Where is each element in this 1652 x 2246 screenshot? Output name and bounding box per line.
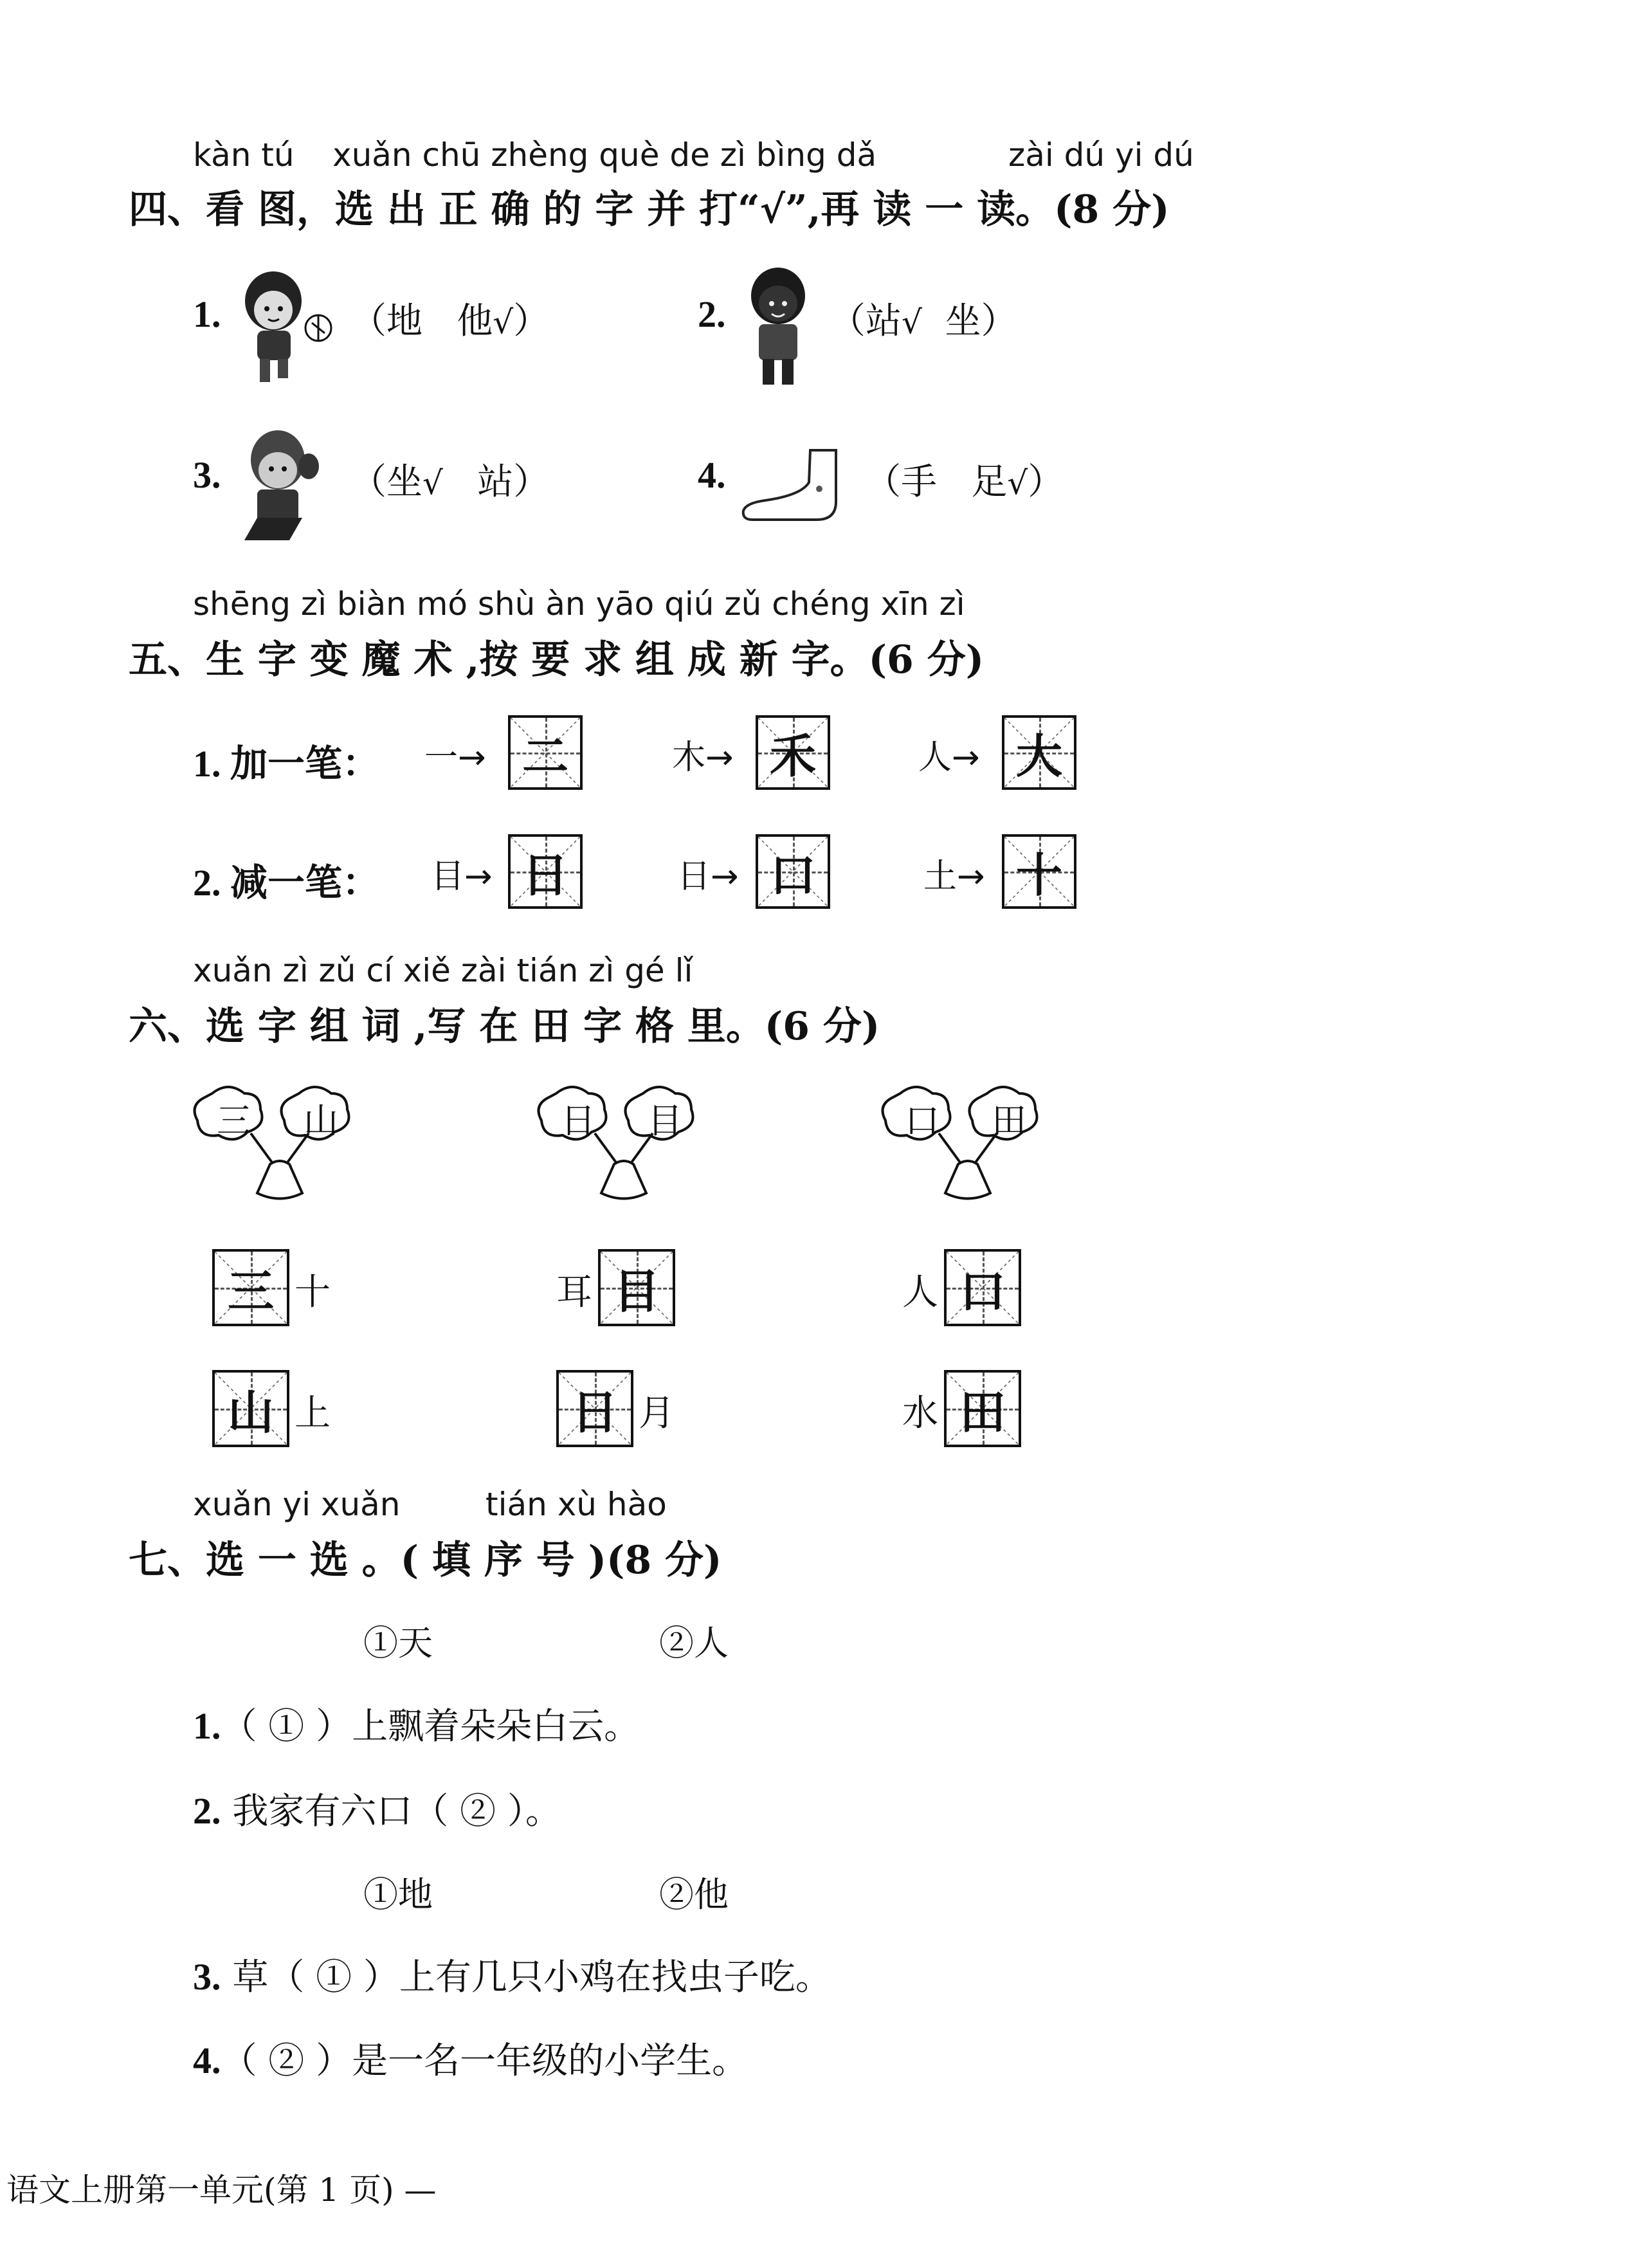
question-num: 4.	[193, 2040, 221, 2081]
s4-item3-num: 3.	[193, 454, 221, 496]
s6-g2-w1-left: 耳	[556, 1272, 592, 1313]
option-1[interactable]: 地	[386, 300, 422, 342]
section-4-title: 四、看 图，选 出 正 确 的 字 并 打“√”,再 读 一 读。(8 分)	[129, 187, 1170, 232]
source-char: 土	[923, 857, 958, 896]
s6-g1-w2-right: 上	[295, 1392, 331, 1434]
option-1[interactable]: 坐	[386, 461, 422, 503]
s7-opt2-a: ①地	[363, 1874, 433, 1915]
s5-row1-label: 1. 加一笔：	[193, 743, 380, 785]
s6-g2-w2-right: 月	[639, 1392, 675, 1434]
answer-char: 日	[571, 1385, 618, 1439]
s5-r1-box3[interactable]	[1002, 715, 1076, 790]
s4-item3-choice[interactable]	[350, 453, 549, 505]
s6-g2-w2-box[interactable]	[556, 1370, 633, 1447]
s5-r2-box1[interactable]	[508, 834, 583, 909]
answer-char: 十	[1015, 848, 1062, 902]
answer-char: 禾	[769, 729, 816, 783]
s6-g2-w1-box[interactable]	[598, 1249, 675, 1326]
s7-q2[interactable]	[193, 1783, 561, 1834]
s5-r1-box2[interactable]	[756, 715, 830, 790]
s4-pinyin-a: kàn tú	[193, 136, 295, 174]
arrow-icon: →	[705, 738, 734, 777]
question-text: 草（ ① ）上有几只小鸡在找虫子吃。	[232, 1957, 831, 1998]
s7-opt2-b: ②他	[659, 1874, 729, 1915]
s7-pinyin-b: tián xù hào	[486, 1486, 667, 1523]
source-char: 目	[431, 857, 465, 896]
s4-item1-num: 1.	[193, 293, 221, 335]
s5-r1-src2	[672, 730, 734, 778]
s7-q1[interactable]	[193, 1698, 640, 1749]
source-char: 木	[672, 738, 706, 777]
s4-pinyin-b: xuǎn chū zhèng què de zì bìng dǎ	[332, 136, 877, 174]
s5-r2-src2	[677, 849, 739, 897]
answer-char: 大	[1015, 729, 1062, 783]
paren-open: （	[350, 461, 386, 503]
paren-close: ）	[513, 300, 550, 342]
s4-pinyin-c: zài dú yi dú	[1008, 136, 1194, 174]
s4-item2-num: 2.	[698, 293, 726, 335]
s5-pinyin: shēng zì biàn mó shù àn yāo qiú zǔ chéng xīn zì	[193, 585, 965, 623]
answer-char: 口	[959, 1265, 1006, 1319]
s5-r1-src1	[424, 730, 486, 778]
s4-item4-choice[interactable]	[865, 453, 1064, 505]
s7-q3[interactable]	[193, 1949, 831, 2000]
question-num: 3.	[193, 1956, 221, 1998]
arrow-icon: →	[952, 738, 980, 777]
s6-g3-w2-left: 水	[902, 1392, 938, 1434]
question-num: 1.	[193, 1705, 221, 1747]
section-5-title: 五、生 字 变 魔 术 ,按 要 求 组 成 新 字。(6 分)	[129, 637, 985, 682]
question-text: （ ② ）是一名一年级的小学生。	[221, 2040, 749, 2082]
s7-q4[interactable]	[193, 2032, 748, 2084]
section-6-title: 六、选 字 组 词 ,写 在 田 字 格 里。(6 分)	[129, 1004, 880, 1049]
answer-char: 田	[959, 1385, 1006, 1439]
foot-illustration	[740, 444, 855, 527]
s4-item1-choice[interactable]	[350, 293, 549, 344]
s4-item4-num: 4.	[698, 454, 726, 496]
s5-r2-src3	[923, 849, 985, 897]
paren-open: （	[830, 300, 866, 342]
s6-g1-w2-box[interactable]	[212, 1370, 289, 1447]
paren-open: （	[865, 461, 901, 503]
s7-pinyin-a: xuǎn yi xuǎn	[193, 1486, 401, 1523]
question-text: （ ① ）上飘着朵朵白云。	[221, 1706, 640, 1748]
s4-item2-choice[interactable]	[830, 293, 1017, 344]
flower-char-a: 三	[217, 1100, 251, 1141]
s5-r2-src1	[431, 849, 493, 897]
s5-r1-box1[interactable]	[508, 715, 583, 790]
answer-char: 口	[769, 848, 816, 902]
section-7-title: 七、选 一 选 。( 填 序 号 )(8 分)	[129, 1538, 722, 1583]
checkmark-icon: √	[493, 304, 514, 341]
answer-char: 山	[227, 1385, 274, 1439]
arrow-icon: →	[711, 857, 739, 896]
option-2[interactable]: 足	[971, 461, 1008, 503]
question-text: 我家有六口（ ② ）。	[232, 1791, 561, 1832]
flower-char-a: 口	[905, 1100, 939, 1141]
s6-pinyin: xuǎn zì zǔ cí xiě zài tián zì gé lǐ	[193, 952, 693, 989]
s5-r2-box3[interactable]	[1002, 834, 1076, 909]
flower-char-b: 目	[648, 1100, 682, 1141]
answer-char: 日	[522, 848, 568, 902]
checkmark-icon: √	[422, 464, 443, 502]
paren-open: （	[350, 300, 386, 342]
source-char: 日	[677, 857, 711, 896]
boy-with-ball-illustration	[231, 264, 341, 386]
source-char: 人	[918, 738, 952, 777]
s7-opt1-a: ①天	[363, 1623, 433, 1663]
flower-char-b: 田	[992, 1100, 1026, 1141]
standing-boy-illustration	[740, 264, 817, 389]
paren-close: ）	[1028, 461, 1064, 503]
arrow-icon: →	[458, 738, 486, 777]
option-2[interactable]: 他	[457, 300, 493, 342]
paren-close: ）	[513, 461, 550, 503]
source-char: 一	[424, 738, 458, 777]
paren-close: ）	[981, 300, 1017, 342]
s6-g3-w2-box[interactable]	[944, 1370, 1021, 1447]
option-2[interactable]: 坐	[945, 300, 981, 342]
answer-char: 三	[227, 1265, 274, 1319]
question-num: 2.	[193, 1790, 221, 1832]
option-1[interactable]: 站	[866, 300, 902, 342]
option-2[interactable]: 站	[477, 461, 514, 503]
arrow-icon: →	[464, 857, 493, 896]
s5-r2-box2[interactable]	[756, 834, 830, 909]
s7-opt1-b: ②人	[659, 1623, 729, 1663]
page-footer: 语文上册第一单元(第 1 页) —	[6, 2171, 437, 2209]
answer-char: 二	[522, 729, 568, 783]
answer-char: 目	[613, 1265, 660, 1319]
option-1[interactable]: 手	[901, 461, 937, 503]
s5-row2-label: 2. 减一笔：	[193, 862, 380, 904]
s6-g3-w1-left: 人	[902, 1272, 938, 1313]
flower-char-a: 日	[561, 1100, 595, 1141]
checkmark-icon: √	[902, 304, 922, 341]
flower-char-b: 山	[304, 1100, 338, 1141]
sitting-girl-illustration	[231, 421, 334, 550]
arrow-icon: →	[957, 857, 985, 896]
s6-g3-w1-box[interactable]	[944, 1249, 1021, 1326]
checkmark-icon: √	[1007, 464, 1028, 502]
s5-r1-src3	[918, 730, 980, 778]
s6-g1-w1-box[interactable]	[212, 1249, 289, 1326]
s6-g1-w1-right: 十	[295, 1272, 331, 1313]
